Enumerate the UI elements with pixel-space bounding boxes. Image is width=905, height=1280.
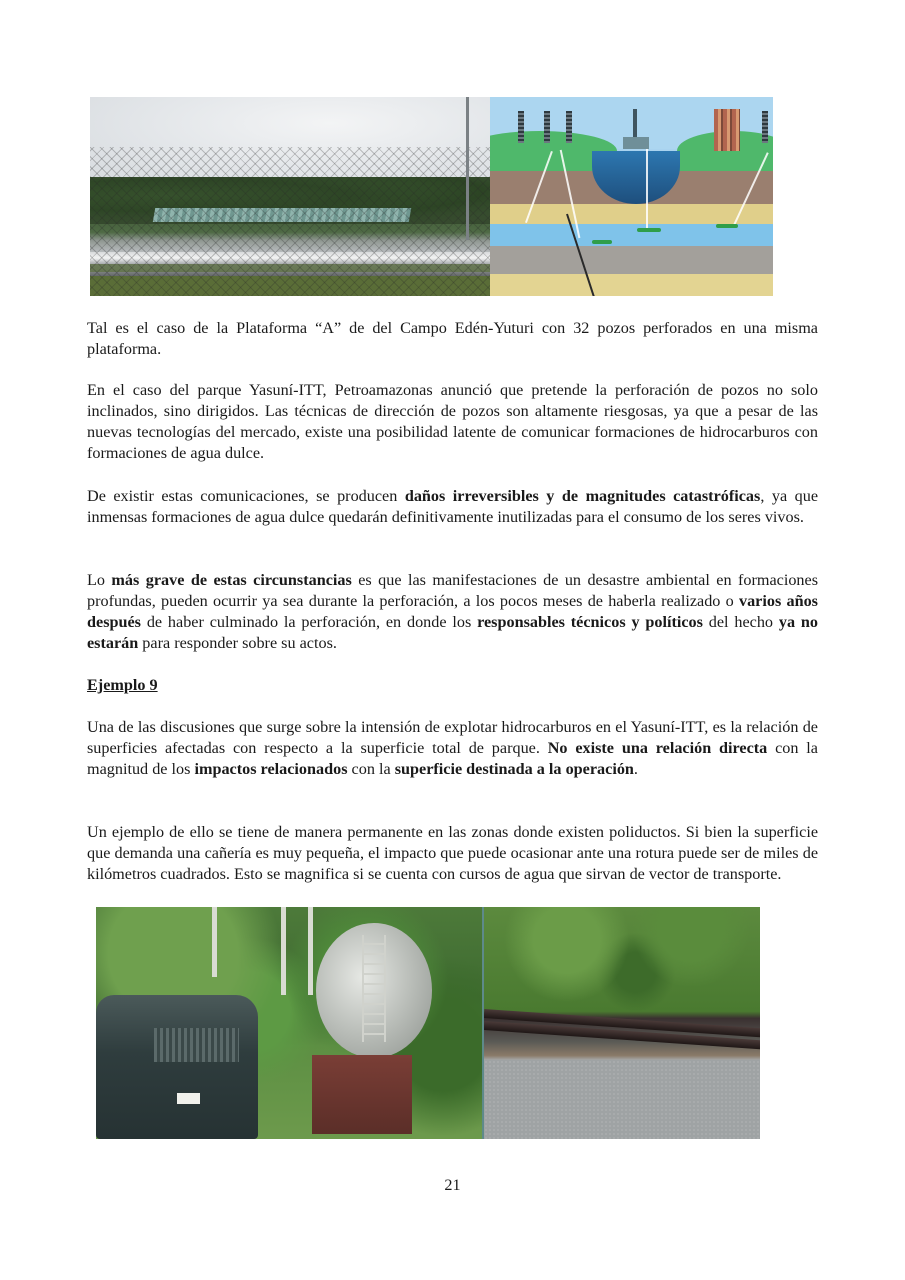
text: Una de las discusiones que surge sobre la intensión de explotar hidrocarburos en el Yasuní-ITT, es la relación de superficies afectadas con respecto a la superficie total de parque. <box>87 718 818 757</box>
license-plate <box>177 1093 200 1105</box>
text: Tal es el caso de la Plataforma “A” de del Campo Edén-Yuturi con 32 pozos perforados en una misma plataforma. <box>87 319 818 358</box>
tree-trunk <box>212 907 217 977</box>
paragraph-1 <box>87 318 818 360</box>
top-figure <box>90 97 773 296</box>
truck-grille <box>154 1028 239 1063</box>
text: es que las manifestaciones de un desastre ambiental en formaciones profundas, pueden ocurrir ya sea durante la perforación, a los pocos meses de haberla realizado o <box>87 571 818 610</box>
trailer-chassis <box>312 1055 412 1134</box>
bold-text: ya no estarán <box>87 613 818 652</box>
bold-text: impactos relacionados <box>194 760 348 778</box>
bold-text: No existe una relación directa <box>547 739 768 757</box>
drilling-rig-icon <box>762 111 768 143</box>
oil-platform-photo <box>90 97 490 296</box>
text: En el caso del parque Yasuní-ITT, Petroamazonas anunció que pretende la perforación de pozos no solo inclinados, sino dirigidos. Las técnicas de dirección de pozos son altamente riesgosas, ya que a pesar de las nuevas tecnologías del mercado, existe una posibilidad latente de comunicar formaciones de hidrocarburos con formaciones de agua dulce. <box>87 381 818 462</box>
text: con la magnitud de los <box>87 739 818 778</box>
paragraph-6 <box>87 822 818 885</box>
bold-text: responsables técnicos y políticos <box>477 613 703 631</box>
directional-drilling-diagram <box>490 97 773 296</box>
tree-trunk <box>281 907 286 995</box>
bold-text: superficie destinada a la operación <box>394 760 634 778</box>
page-number: 21 <box>444 1176 461 1194</box>
paragraph-4 <box>87 570 818 654</box>
text: . <box>633 760 638 778</box>
tree-trunk <box>308 907 313 995</box>
text: del hecho <box>702 613 779 631</box>
oil-pocket <box>637 228 661 232</box>
drilling-rig-icon <box>518 111 524 143</box>
text: con la <box>347 760 395 778</box>
bold-text: más grave de estas circunstancias <box>111 571 352 589</box>
bottom-figure <box>96 907 760 1139</box>
text: de haber culminado la perforación, en donde los <box>140 613 478 631</box>
section-heading: Ejemplo 9 <box>87 676 158 694</box>
rock-layer <box>490 246 773 276</box>
paragraph-2 <box>87 380 818 464</box>
refinery-icon <box>714 109 740 151</box>
drilling-rig-icon <box>544 111 550 143</box>
roadside-pipeline-photo <box>482 907 760 1139</box>
bold-text: daños irreversibles y de magnitudes catastróficas <box>404 487 761 505</box>
crashed-truck <box>96 995 258 1139</box>
text: , ya que inmensas formaciones de agua dulce quedarán definitivamente inutilizadas para el consumo de los seres vivos. <box>87 487 818 526</box>
text: De existir estas comunicaciones, se producen <box>87 487 405 505</box>
pole <box>466 97 469 240</box>
tanker-accident-photo <box>96 907 482 1139</box>
sand-layer-deep <box>490 274 773 296</box>
paragraph-3 <box>87 486 818 528</box>
well-path <box>646 149 648 233</box>
offshore-platform-icon <box>623 109 649 149</box>
foliage <box>484 907 760 1016</box>
drilling-rig-icon <box>566 111 572 143</box>
text: Un ejemplo de ello se tiene de manera permanente en las zonas donde existen poliductos. Si bien la superficie que demanda una cañería es muy pequeña, el impacto que puede ocasionar ante una rotura puede ser de miles de kilómetros cuadrados. Esto se magnifica si se cuenta con cursos de agua que sirvan de vector de transporte. <box>87 823 818 883</box>
platform-mast <box>633 109 637 137</box>
platform-deck <box>623 137 649 149</box>
bold-text: varios años después <box>87 592 818 631</box>
oil-pocket <box>716 224 738 228</box>
tank-ladder <box>362 935 385 1042</box>
oil-pocket <box>592 240 612 244</box>
text: Lo <box>87 571 112 589</box>
text: para responder sobre su actos. <box>138 634 337 652</box>
fence-mesh <box>90 147 490 296</box>
road <box>484 1060 760 1139</box>
paragraph-5 <box>87 717 818 780</box>
